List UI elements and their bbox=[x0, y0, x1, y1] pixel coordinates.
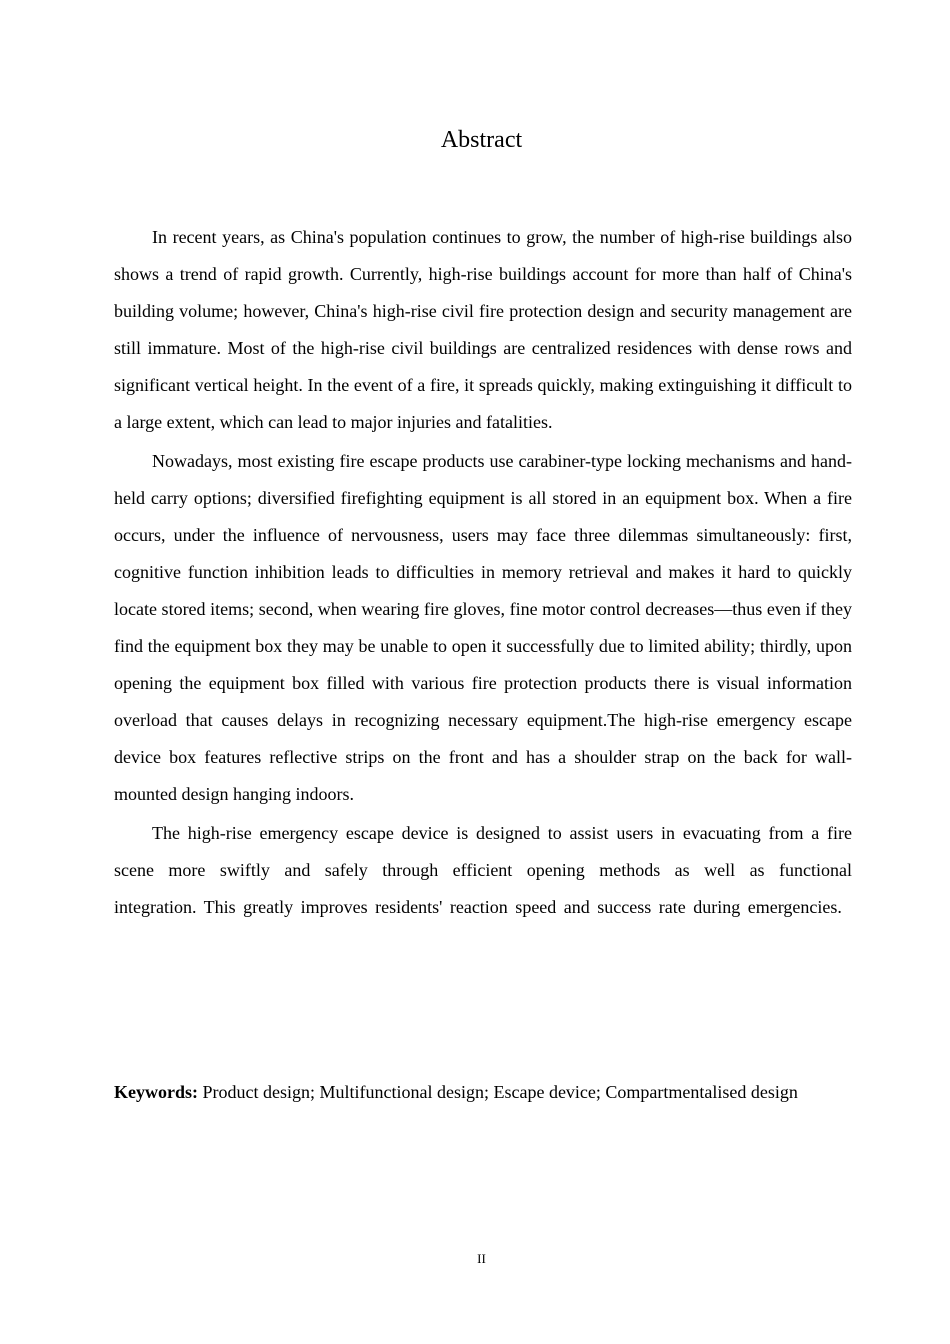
page-number: II bbox=[477, 1251, 486, 1266]
abstract-paragraph-2: Nowadays, most existing fire escape products use carabiner-type locking mechanisms and hand-held carry options; diversified firefighting equipment is all stored in an equipment box. When a fire occurs, under the influence of nervousness, users may face three dilemmas simultaneously: first, cognitive function inhibition leads to difficulties in memory retrieval and makes it hard to quickly locate stored items; second, when wearing fire gloves, fine motor control decreases—thus even if they find the equipment box they may be unable to open it successfully due to limited ability; thirdly, upon opening the equipment box filled with various fire protection products there is visual information overload that causes delays in recognizing necessary equipment.The high-rise emergency escape device box features reflective strips on the front and has a shoulder strap on the back for wall-mounted design hanging indoors. bbox=[114, 451, 852, 804]
keywords-line bbox=[114, 1078, 874, 1106]
abstract-paragraph-3: The high-rise emergency escape device is designed to assist users in evacuating from a fire scene more swiftly and safely through efficient opening methods as well as functional integration. This greatly improves residents' reaction speed and success rate during emergencies. bbox=[114, 823, 852, 917]
keywords-text: Product design; Multifunctional design; Escape device; Compartmentalised design bbox=[198, 1082, 798, 1102]
abstract-paragraph-1: In recent years, as China's population continues to grow, the number of high-rise buildings also shows a trend of rapid growth. Currently, high-rise buildings account for more than half of China's building volume; however, China's high-rise civil fire protection design and security management are still immature. Most of the high-rise civil buildings are centralized residences with dense rows and significant vertical height. In the event of a fire, it spreads quickly, making extinguishing it difficult to a large extent, which can lead to major injuries and fatalities. bbox=[114, 227, 852, 432]
keywords-label: Keywords: bbox=[114, 1082, 198, 1102]
abstract-title: Abstract bbox=[440, 127, 523, 153]
abstract-body bbox=[114, 219, 852, 926]
